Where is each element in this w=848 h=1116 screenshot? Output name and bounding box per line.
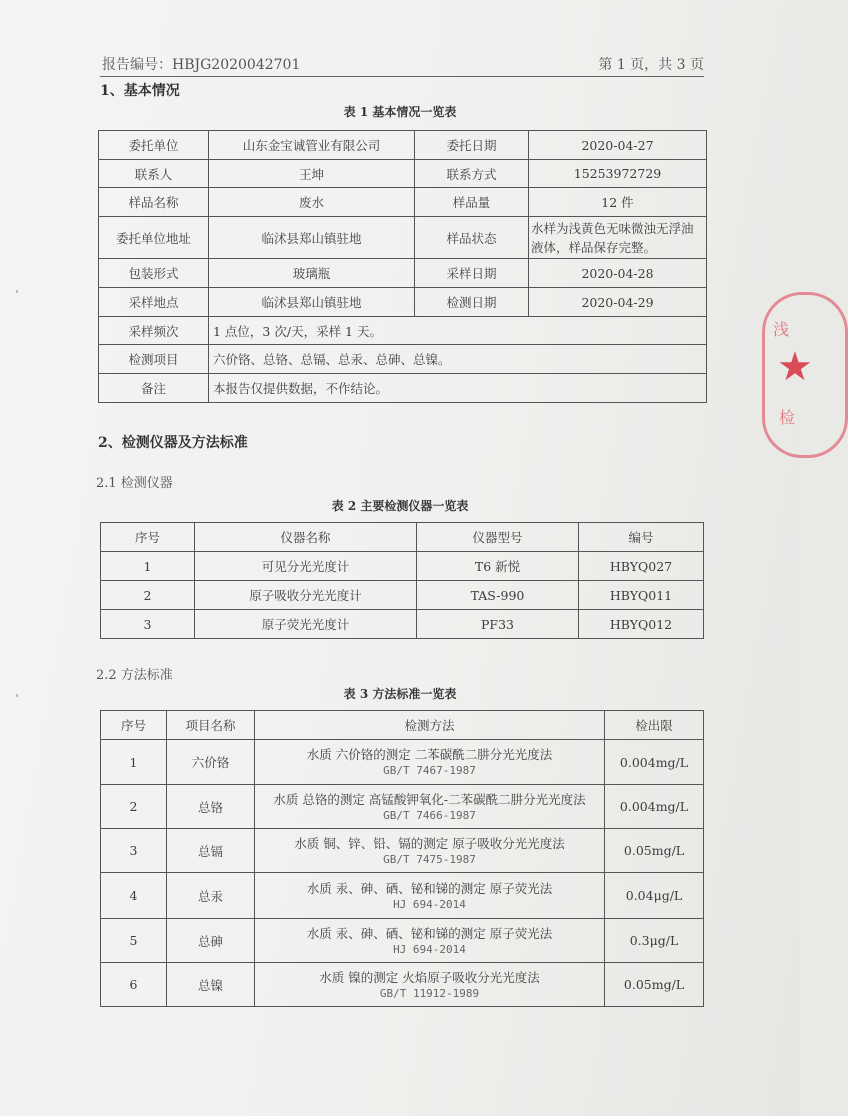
field-value: 王坤	[209, 160, 415, 188]
field-value: 临沭县郑山镇驻地	[209, 288, 415, 317]
field-value: 废水	[209, 188, 415, 217]
basic-info-table	[98, 130, 707, 403]
table-row	[101, 785, 704, 829]
field-label: 联系方式	[415, 160, 529, 188]
method-name: 水质 总铬的测定 高锰酸钾氧化-二苯碳酰二肼分光光度法	[273, 791, 586, 807]
table-cell: 6	[101, 963, 167, 1007]
table-row	[99, 317, 707, 345]
field-label: 委托日期	[415, 131, 529, 160]
field-label: 委托单位地址	[99, 217, 209, 259]
table-cell: 原子荧光光度计	[195, 610, 417, 639]
method-name: 水质 铜、锌、铅、镉的测定 原子吸收分光光度法	[294, 835, 565, 851]
table-cell: 六价铬	[167, 740, 255, 785]
method-cell	[255, 785, 605, 829]
table-cell: 2	[101, 785, 167, 829]
field-value: 2020-04-27	[529, 131, 707, 160]
table-row	[99, 288, 707, 317]
column-header: 检测方法	[255, 711, 605, 740]
field-label: 包装形式	[99, 259, 209, 288]
table-row	[99, 259, 707, 288]
table-cell: TAS-990	[417, 581, 579, 610]
field-value: 山东金宝诚管业有限公司	[209, 131, 415, 160]
field-value: 本报告仅提供数据，不作结论。	[209, 374, 707, 403]
field-value: 12 件	[529, 188, 707, 217]
table-cell: 1	[101, 740, 167, 785]
column-header: 检出限	[605, 711, 704, 740]
detection-limit: 0.04μg/L	[605, 873, 704, 919]
table-cell: 总镍	[167, 963, 255, 1007]
column-header: 仪器名称	[195, 523, 417, 552]
field-label: 采样日期	[415, 259, 529, 288]
method-table	[100, 710, 704, 1007]
table-row	[101, 552, 704, 581]
column-header: 仪器型号	[417, 523, 579, 552]
table-cell: 5	[101, 919, 167, 963]
punch-mark	[16, 694, 18, 697]
method-standard: GB/T 7475-1987	[383, 852, 476, 866]
table-cell: 总镉	[167, 829, 255, 873]
section-2-2-title: 2.2 方法标准	[96, 668, 173, 683]
field-label: 采样地点	[99, 288, 209, 317]
table-row	[101, 581, 704, 610]
method-standard: HJ 694-2014	[393, 897, 466, 911]
method-cell	[255, 919, 605, 963]
report-number: 报告编号：HBJG2020042701	[102, 57, 301, 73]
field-label: 检测项目	[99, 345, 209, 374]
table-row	[101, 919, 704, 963]
table-cell: 2	[101, 581, 195, 610]
table-row	[101, 829, 704, 873]
field-value: 玻璃瓶	[209, 259, 415, 288]
table-cell: 总铬	[167, 785, 255, 829]
method-standard: GB/T 11912-1989	[379, 986, 480, 1000]
table-1-caption: 表 1 基本情况一览表	[343, 105, 457, 119]
detection-limit: 0.004mg/L	[605, 740, 704, 785]
detection-limit: 0.05mg/L	[605, 829, 704, 873]
section-2-1-title: 2.1 检测仪器	[96, 476, 173, 491]
field-label: 检测日期	[415, 288, 529, 317]
method-cell	[255, 873, 605, 919]
column-header: 编号	[579, 523, 704, 552]
field-label: 委托单位	[99, 131, 209, 160]
section-1-title: 1、基本情况	[100, 83, 180, 99]
table-row	[101, 963, 704, 1007]
table-cell: 3	[101, 829, 167, 873]
field-label: 联系人	[99, 160, 209, 188]
field-value: 2020-04-29	[529, 288, 707, 317]
table-row	[99, 374, 707, 403]
table-row	[99, 217, 707, 259]
table-row	[101, 610, 704, 639]
table-cell: 可见分光光度计	[195, 552, 417, 581]
punch-mark	[16, 290, 18, 293]
column-header: 序号	[101, 711, 167, 740]
table-cell: HBYQ027	[579, 552, 704, 581]
table-3-caption: 表 3 方法标准一览表	[343, 687, 457, 701]
method-standard: HJ 694-2014	[393, 942, 466, 956]
method-cell	[255, 829, 605, 873]
method-standard: GB/T 7466-1987	[383, 808, 476, 822]
field-value: 15253972729	[529, 160, 707, 188]
method-cell	[255, 740, 605, 785]
table-cell: HBYQ011	[579, 581, 704, 610]
instrument-table	[100, 522, 704, 639]
field-value: 临沭县郑山镇驻地	[209, 217, 415, 259]
column-header: 项目名称	[167, 711, 255, 740]
table-row	[99, 345, 707, 374]
table-cell: 原子吸收分光光度计	[195, 581, 417, 610]
method-name: 水质 汞、砷、硒、铋和锑的测定 原子荧光法	[306, 880, 553, 896]
method-name: 水质 六价铬的测定 二苯碳酰二肼分光光度法	[306, 747, 553, 762]
page-header	[100, 52, 704, 77]
table-row	[99, 131, 707, 160]
table-cell: 3	[101, 610, 195, 639]
field-value: 1 点位，3 次/天，采样 1 天。	[209, 317, 707, 345]
table-row	[101, 740, 704, 785]
field-label: 样品状态	[415, 217, 529, 259]
table-cell: HBYQ012	[579, 610, 704, 639]
table-cell: PF33	[417, 610, 579, 639]
method-name: 水质 汞、砷、硒、铋和锑的测定 原子荧光法	[306, 925, 553, 941]
table-cell: 总汞	[167, 873, 255, 919]
field-value: 水样为浅黄色无味微浊无浮油液体，样品保存完整。	[529, 217, 707, 259]
field-label: 采样频次	[99, 317, 209, 345]
column-header: 序号	[101, 523, 195, 552]
field-label: 备注	[99, 374, 209, 403]
detection-limit: 0.05mg/L	[605, 963, 704, 1007]
table-cell: 1	[101, 552, 195, 581]
star-icon: ★	[777, 344, 813, 390]
table-row	[99, 160, 707, 188]
method-standard: GB/T 7467-1987	[383, 764, 476, 777]
stamp-text: 检	[779, 408, 796, 427]
method-cell	[255, 963, 605, 1007]
table-header-row	[101, 711, 704, 740]
table-cell: 4	[101, 873, 167, 919]
section-2-title: 2、检测仪器及方法标准	[98, 435, 248, 451]
red-seal-stamp	[762, 292, 848, 458]
stamp-text: 浅	[773, 320, 790, 339]
field-label: 样品名称	[99, 188, 209, 217]
table-header-row	[101, 523, 704, 552]
detection-limit: 0.3μg/L	[605, 919, 704, 963]
table-row	[101, 873, 704, 919]
table-cell: 总砷	[167, 919, 255, 963]
field-value: 2020-04-28	[529, 259, 707, 288]
table-cell: T6 新悦	[417, 552, 579, 581]
table-row	[99, 188, 707, 217]
field-label: 样品量	[415, 188, 529, 217]
detection-limit: 0.004mg/L	[605, 785, 704, 829]
table-2-caption: 表 2 主要检测仪器一览表	[331, 499, 469, 513]
page-number: 第 1 页，共 3 页	[598, 57, 704, 73]
method-name: 水质 镍的测定 火焰原子吸收分光光度法	[319, 969, 540, 985]
field-value: 六价铬、总铬、总镉、总汞、总砷、总镍。	[209, 345, 707, 374]
